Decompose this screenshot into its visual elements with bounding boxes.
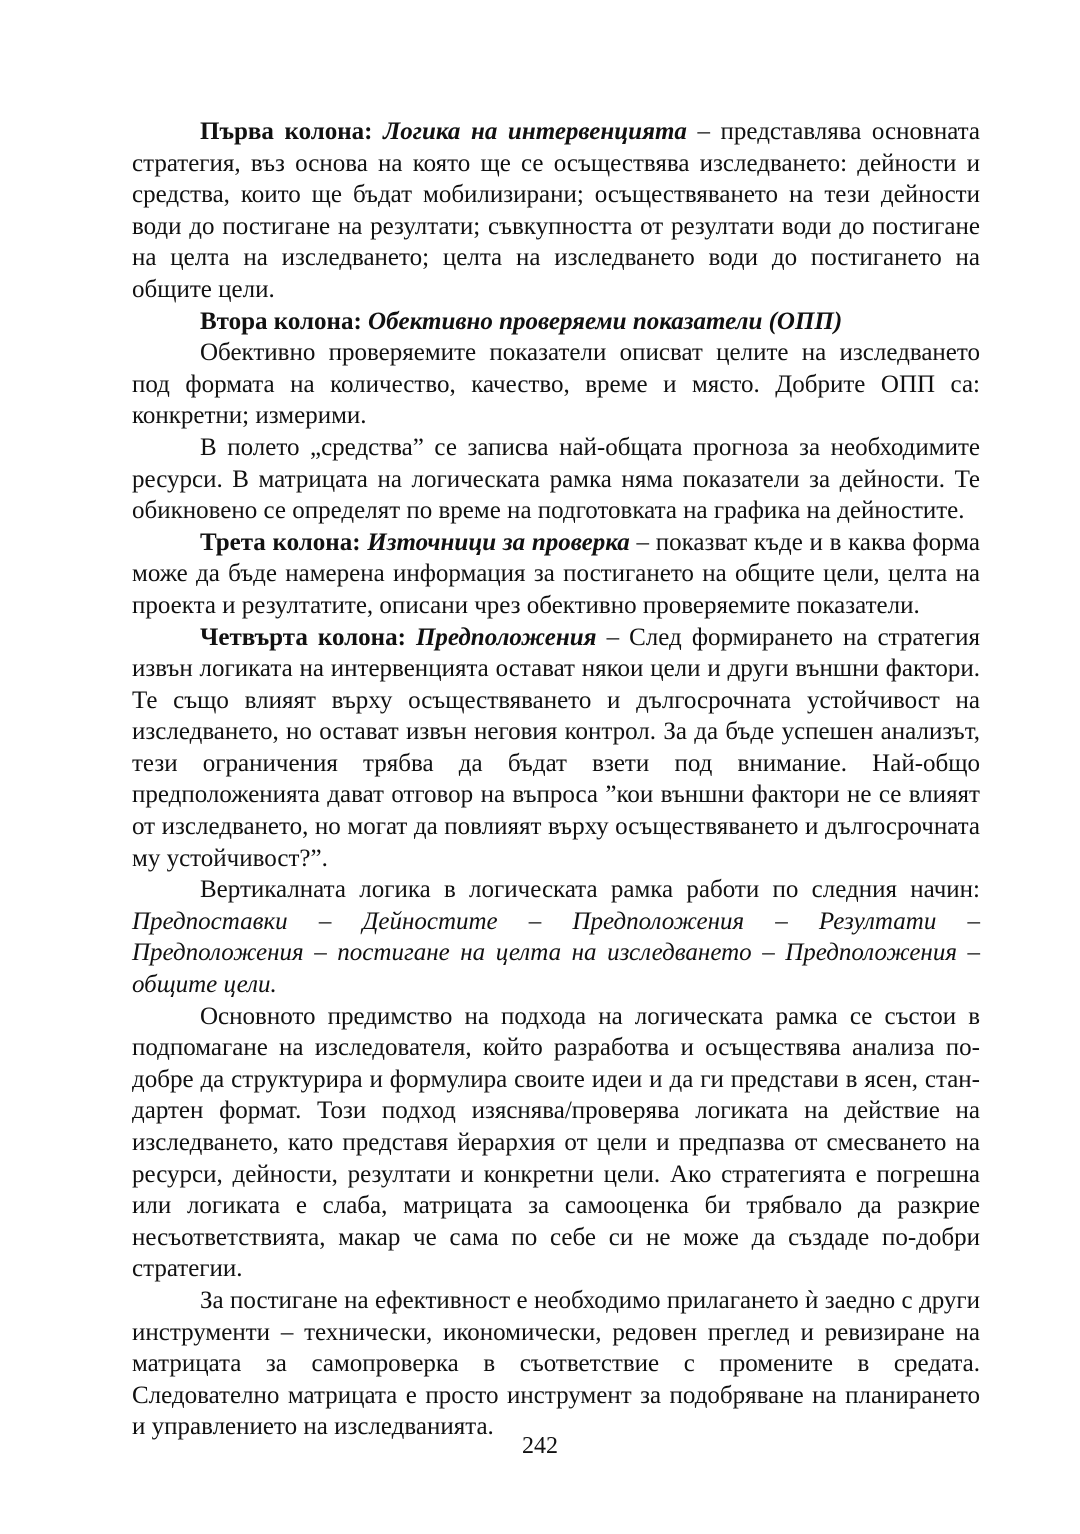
paragraph-first-column: [132, 116, 980, 306]
first-column-title: Логика на интервенцията: [383, 118, 687, 145]
first-column-text: – представлява основната стратегия, въз основа на която ще се осъществява изследването: дейности и средства, които ще бъдат мобилизирани; осъществяването на тези дейности води до постигане на резултати; съвкупността от резултати води до постигане на целта на изследването; целта на изследването води до постигането на общите цели.: [132, 118, 980, 303]
second-column-heading: Втора колона:: [200, 307, 362, 335]
indicators-text: Обективно проверяемите показатели описват целите на изследването под формата на количество, качество, време и място. Добрите ОПП са: конкретни; измерими.: [132, 339, 980, 430]
second-column-title: Обективно проверяеми показатели (ОПП): [368, 307, 843, 335]
paragraph-fourth-column: [132, 622, 980, 875]
means-text: В полето „средства” се записва най-общата прогноза за необходимите ресурси. В матрицата на логическата рамка няма показатели за дейности. Те обикновено се определят по време на подготовката на графика на дейностите.: [132, 433, 980, 525]
fourth-column-text: – След формирането на стратегия извън логиката на интервенцията остават някои цели и други външни фактори. Те също влияят върху осъществяването и дългосрочната устойчивост на изследването, но остават извън неговия контрол. За да бъде успешен анализът, тези ограничения трябва да бъдат взети под внимание. Най-общо предположенията дават отговор на въпроса ”кои външни фактори не се влияят от изследването, но могат да повлияят върху осъществяването и дългосрочната му устойчивост?”.: [132, 623, 981, 872]
paragraph-means: [132, 432, 980, 527]
paragraph-advantages: [132, 1001, 980, 1285]
paragraph-second-column: [132, 306, 980, 338]
vertical-logic-sequence: Предпоставки – Дейностите – Предположения – Резултати – Предположения – постигане на целта на изследването – Предположения – общите цели.: [132, 907, 980, 999]
third-column-text: – показват къде и в каква форма може да бъде намерена информация за постигането на общите цели, целта на проекта и резултатите, описани чрез обективно проверяемите показатели.: [132, 528, 981, 619]
fourth-column-heading: Четвърта колона:: [200, 623, 406, 651]
paragraph-indicators: [132, 337, 980, 432]
first-column-heading: Първа колона:: [200, 118, 373, 145]
vertical-logic-text: Вертикалната логика в логическата рамка работи по следния начин:: [200, 876, 980, 904]
advantages-text: Основното предимство на подхода на логическата рамка се състои в подпомагане на изследователя, който разработва и осъществява анализа по-добре да структурира и формулира своите идеи и да ги представи в ясен, стандартен формат. Този подход изяснява/проверява логиката на действие на изследването, като представя йерархия от цели и предпазва от смесването на ресурси, дейности, резултати и конкретни цели. Ако стратегията е погрешна или логиката е слаба, матрицата за самооценка би трябвало да разкрие несъответствията, макар че сама по себе си не може да създаде по-добри стратегии.: [132, 1002, 980, 1283]
fourth-column-title: Предположения: [415, 623, 597, 651]
third-column-title: Източници за проверка: [367, 528, 630, 556]
page-number: 242: [522, 1433, 558, 1459]
third-column-heading: Трета колона:: [200, 528, 361, 556]
paragraph-third-column: [132, 527, 980, 622]
effectiveness-text: За постигане на ефективност е необходимо прилагането ѝ заедно с други инструменти – технически, икономически, редовен преглед и ревизиране на матрицата за самопроверка в съответствие с промените в средата. Следователно матрицата е просто инструмент за подобряване на планирането и управлението на изследванията.: [132, 1286, 980, 1441]
paragraph-effectiveness: [132, 1285, 980, 1443]
paragraph-vertical-logic: [132, 874, 980, 1000]
document-body: [132, 116, 980, 1443]
